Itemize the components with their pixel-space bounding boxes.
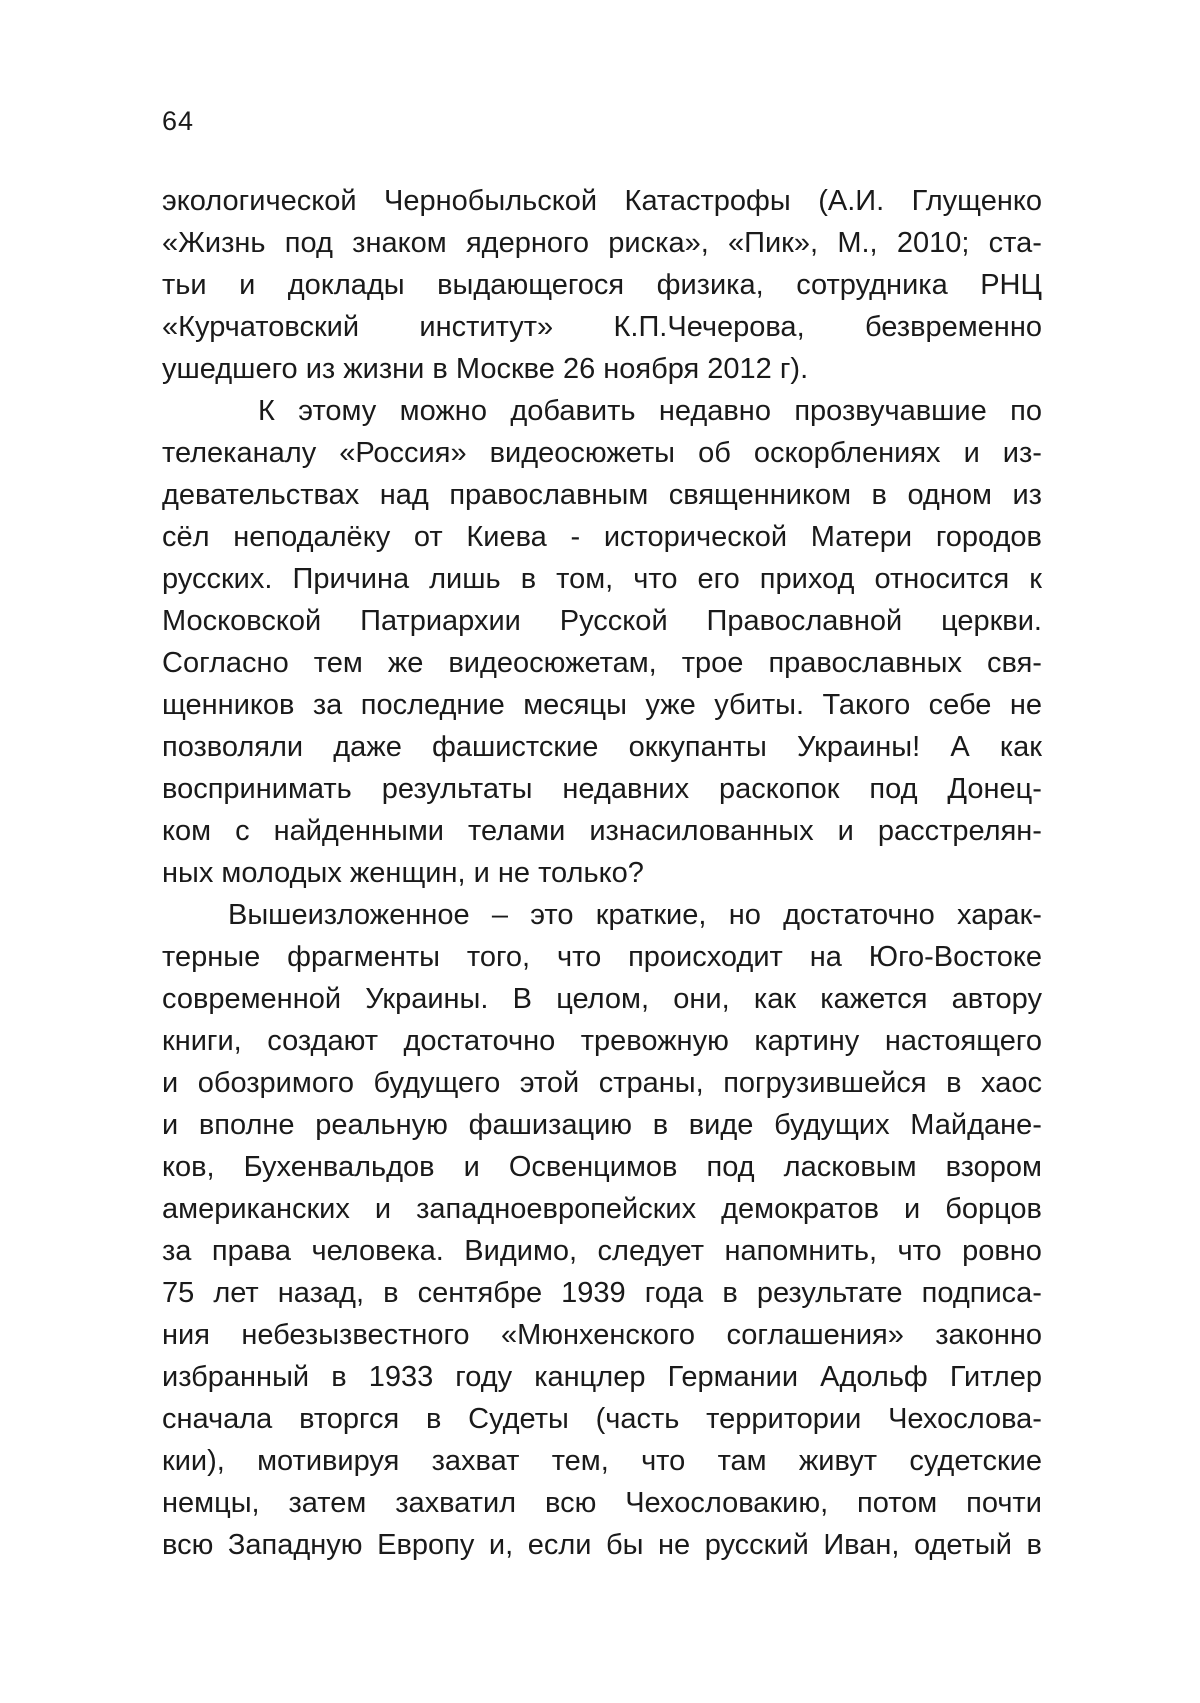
word: тревожную: [580, 1025, 729, 1057]
page-number: 64: [162, 106, 195, 136]
word: этому: [298, 395, 377, 427]
word: напомнить,: [724, 1235, 878, 1267]
word: будущих: [774, 1109, 890, 1141]
text-line: [162, 222, 1042, 264]
word: Иван,: [823, 1529, 900, 1561]
word: как: [753, 983, 797, 1015]
word: того,: [466, 941, 531, 973]
word: живут: [798, 1445, 878, 1477]
word: автору: [951, 983, 1042, 1015]
word: безвременно: [865, 311, 1042, 343]
text-line: [162, 726, 1042, 768]
word: настоящего: [884, 1025, 1042, 1057]
word: Юго-Востоке: [868, 941, 1042, 973]
word: они,: [673, 983, 730, 1015]
word: тем: [313, 647, 363, 679]
text-line: [162, 1020, 1042, 1062]
text-line: [162, 600, 1042, 642]
text-line: [162, 180, 1042, 222]
word: ков,: [162, 1151, 215, 1183]
word: и,: [488, 1529, 514, 1561]
word: вторгся: [299, 1403, 400, 1435]
word: даже: [333, 731, 402, 763]
word: 2010;: [896, 227, 970, 259]
word: Чехословакию,: [625, 1487, 829, 1519]
word: Западную: [227, 1529, 363, 1561]
word: как: [999, 731, 1042, 763]
word: городов: [935, 521, 1042, 553]
word: Московской: [162, 605, 322, 637]
word: мотивируя: [257, 1445, 400, 1477]
word: том,: [556, 563, 614, 595]
word: Чернобыльской: [384, 185, 598, 217]
word: «Мюнхенского: [500, 1319, 696, 1351]
word: Адольф: [820, 1361, 928, 1393]
word: судетские: [909, 1445, 1042, 1477]
word: «Россия»: [339, 437, 467, 469]
word: недавних: [562, 773, 690, 805]
word: Гитлер: [949, 1361, 1042, 1393]
word: Украины!: [797, 731, 921, 763]
word: бы: [605, 1529, 644, 1561]
word: сотрудника: [796, 269, 948, 301]
word: на: [809, 941, 842, 973]
word: это: [530, 899, 574, 931]
word: исторической: [603, 521, 788, 553]
word: что: [633, 563, 678, 595]
word: -: [570, 521, 581, 553]
word: права: [211, 1235, 292, 1267]
word: если: [527, 1529, 592, 1561]
word: от: [413, 521, 443, 553]
text-line: [162, 558, 1042, 600]
paragraph-first-line: [162, 390, 1042, 432]
word: кии),: [162, 1445, 225, 1477]
word: русский: [704, 1529, 809, 1561]
text-line: [162, 1230, 1042, 1272]
word: небезызвестного: [241, 1319, 470, 1351]
word: Чехослова-: [888, 1403, 1042, 1435]
word: не: [658, 1529, 691, 1561]
text-line: [162, 1356, 1042, 1398]
word: 1933: [368, 1361, 434, 1393]
word: трое: [681, 647, 744, 679]
word: назад,: [277, 1277, 365, 1309]
word: «Пик»,: [728, 227, 819, 259]
paragraph-first-line: [162, 894, 1042, 936]
word: ком: [162, 815, 212, 847]
word: одетый: [914, 1529, 1012, 1561]
word: Освенцимов: [508, 1151, 678, 1183]
text-line: ных молодых женщин, и не только?: [162, 857, 644, 889]
word: ласковым: [783, 1151, 917, 1183]
word: в: [871, 479, 887, 511]
word: будущего: [373, 1067, 501, 1099]
word: достаточно: [783, 899, 935, 931]
text-line: [162, 516, 1042, 558]
text-line: [162, 978, 1042, 1020]
word: позволяли: [162, 731, 304, 763]
word: уже: [645, 689, 696, 721]
word: но: [728, 899, 761, 931]
word: что: [897, 1235, 942, 1267]
word: РНЦ: [980, 269, 1042, 301]
word: Русской: [559, 605, 668, 637]
text-line: [162, 432, 1042, 474]
word: «Курчатовский: [162, 311, 360, 343]
word: в: [520, 563, 537, 595]
word: православным: [449, 479, 649, 511]
word: захватил: [395, 1487, 517, 1519]
word: в: [652, 1109, 669, 1141]
text-line: [162, 1188, 1042, 1230]
word: харак-: [957, 899, 1042, 931]
word: под: [284, 227, 333, 259]
text-line: [162, 1104, 1042, 1146]
word: раскопок: [719, 773, 840, 805]
word: Германии: [667, 1361, 799, 1393]
word: недавно: [658, 395, 771, 427]
text-line: [162, 1314, 1042, 1356]
word: что: [557, 941, 602, 973]
word: захват: [431, 1445, 520, 1477]
word: не: [1009, 689, 1042, 721]
word: Причина: [292, 563, 410, 595]
word: взором: [945, 1151, 1042, 1183]
word: и: [239, 269, 256, 301]
word: книги,: [162, 1025, 242, 1057]
word: Бухенвальдов: [243, 1151, 435, 1183]
word: и: [904, 1193, 921, 1225]
word: 1939: [561, 1277, 626, 1309]
text-line: ушедшего из жизни в Москве 26 ноября 2012 г).: [162, 353, 809, 385]
word: видеосюжеты: [489, 437, 676, 469]
word: американских: [162, 1193, 350, 1225]
word: выдающегося: [437, 269, 625, 301]
word: законно: [935, 1319, 1042, 1351]
word: Видимо,: [464, 1235, 578, 1267]
word: Патриархии: [360, 605, 521, 637]
word: прозвучавшие: [794, 395, 987, 427]
word: ста-: [988, 227, 1042, 259]
word: происходит: [628, 941, 783, 973]
word: результате: [756, 1277, 903, 1309]
word: Такого: [822, 689, 911, 721]
word: относится: [874, 563, 1010, 595]
word: картину: [754, 1025, 860, 1057]
text-line: [162, 936, 1042, 978]
word: ровно: [962, 1235, 1042, 1267]
word: Киева: [466, 521, 547, 553]
word: Согласно: [162, 647, 289, 679]
word: одном: [907, 479, 992, 511]
word: в: [383, 1277, 399, 1309]
word: виде: [688, 1109, 754, 1141]
word: М.,: [837, 227, 878, 259]
word: над: [379, 479, 429, 511]
text-line: [162, 768, 1042, 810]
word: канцлер: [534, 1361, 646, 1393]
word: православных: [768, 647, 962, 679]
word: кажется: [820, 983, 928, 1015]
text-line: [162, 1146, 1042, 1188]
word: страны,: [598, 1067, 704, 1099]
word: и: [374, 1193, 392, 1225]
text-line: [162, 810, 1042, 852]
word: в: [1026, 1529, 1042, 1561]
word: и: [837, 815, 854, 847]
word: к: [1029, 563, 1042, 595]
word: доклады: [287, 269, 405, 301]
word: следует: [597, 1235, 704, 1267]
word: немцы,: [162, 1487, 260, 1519]
word: свя-: [986, 647, 1042, 679]
text-line: [162, 1062, 1042, 1104]
word: русских.: [162, 563, 273, 595]
word: (А.И.: [818, 185, 885, 217]
word: соглашения»: [726, 1319, 904, 1351]
word: себе: [928, 689, 992, 721]
word: Православной: [706, 605, 903, 637]
word: изнасилованных: [589, 815, 814, 847]
word: Матери: [810, 521, 913, 553]
word: борцов: [945, 1193, 1042, 1225]
word: из-: [1002, 437, 1042, 469]
text-line: [162, 1482, 1042, 1524]
word: результаты: [381, 773, 533, 805]
word: церкви.: [941, 605, 1042, 637]
text-line: [162, 1398, 1042, 1440]
word: Судеты: [468, 1403, 569, 1435]
text-line: [162, 642, 1042, 684]
word: сёл: [162, 521, 210, 553]
word: Донец-: [947, 773, 1042, 805]
word: погрузившейся: [723, 1067, 927, 1099]
word: щенников: [162, 689, 295, 721]
word: в: [722, 1277, 738, 1309]
word: и: [162, 1109, 179, 1141]
word: демократов: [721, 1193, 880, 1225]
word: по: [1010, 395, 1042, 427]
word: в: [331, 1361, 347, 1393]
word: целом,: [556, 983, 650, 1015]
word: А: [950, 731, 970, 763]
word: этой: [519, 1067, 580, 1099]
text-line: [162, 1272, 1042, 1314]
text-line: [162, 1524, 1042, 1566]
word: воспринимать: [162, 773, 352, 805]
word: и: [162, 1067, 179, 1099]
word: знаком: [352, 227, 447, 259]
word: Катастрофы: [624, 185, 791, 217]
word: Европу: [377, 1529, 475, 1561]
word: подписа-: [921, 1277, 1042, 1309]
text-line: [162, 264, 1042, 306]
word: К.П.Чечерова,: [613, 311, 805, 343]
word: же: [387, 647, 424, 679]
word: видеосюжетам,: [448, 647, 657, 679]
word: его: [697, 563, 740, 595]
word: ния: [162, 1319, 210, 1351]
word: оккупанты: [628, 731, 767, 763]
word: священником: [668, 479, 852, 511]
word: об: [698, 437, 731, 469]
word: телами: [468, 815, 566, 847]
word: риска»,: [608, 227, 709, 259]
word: избранный: [162, 1361, 310, 1393]
text-line: [162, 1440, 1042, 1482]
word: физика,: [656, 269, 764, 301]
word: под: [869, 773, 918, 805]
word: последние: [360, 689, 505, 721]
word: «Жизнь: [162, 227, 266, 259]
word: –: [491, 899, 509, 931]
word: современной: [162, 983, 342, 1015]
text-line: [162, 306, 1042, 348]
word: фрагменты: [287, 941, 440, 973]
word: почти: [966, 1487, 1042, 1519]
word: западноевропейских: [416, 1193, 697, 1225]
word: расстрелян-: [877, 815, 1042, 847]
word: В: [512, 983, 533, 1015]
word: создают: [267, 1025, 378, 1057]
word: всю: [162, 1529, 214, 1561]
word: вполне: [198, 1109, 295, 1141]
word: человека.: [311, 1235, 444, 1267]
word: тьи: [162, 269, 207, 301]
word: добавить: [510, 395, 636, 427]
word: экологической: [162, 185, 357, 217]
word: неподалёку: [233, 521, 391, 553]
word: и: [463, 1151, 480, 1183]
word: потом: [857, 1487, 938, 1519]
word: Глущенко: [911, 185, 1042, 217]
word: приход: [759, 563, 855, 595]
text-line: [162, 474, 1042, 516]
word: в: [425, 1403, 442, 1435]
word: сентябре: [417, 1277, 543, 1309]
word: Майдане-: [910, 1109, 1042, 1141]
word: реальную: [315, 1109, 448, 1141]
word: хаос: [981, 1067, 1042, 1099]
word: обозримого: [197, 1067, 355, 1099]
word: достаточно: [403, 1025, 556, 1057]
word: телеканалу: [162, 437, 317, 469]
word: всю: [544, 1487, 597, 1519]
word: можно: [399, 395, 487, 427]
text-line: [162, 684, 1042, 726]
word: с: [235, 815, 250, 847]
word: территории: [706, 1403, 862, 1435]
word: году: [455, 1361, 513, 1393]
word: года: [644, 1277, 704, 1309]
word: и: [963, 437, 980, 469]
word: что: [641, 1445, 686, 1477]
word: за: [162, 1235, 192, 1267]
word: краткие,: [595, 899, 707, 931]
word: фашизацию: [468, 1109, 633, 1141]
word: (часть: [595, 1403, 680, 1435]
word: тем,: [551, 1445, 609, 1477]
word: Украины.: [365, 983, 489, 1015]
word: институт»: [419, 311, 554, 343]
word: из: [1012, 479, 1042, 511]
word: убиты.: [714, 689, 805, 721]
word: лишь: [429, 563, 501, 595]
word: под: [706, 1151, 755, 1183]
word: лет: [213, 1277, 259, 1309]
word: за: [312, 689, 343, 721]
word: К: [258, 395, 275, 427]
word: терные: [162, 941, 261, 973]
word: Вышеизложенное: [228, 899, 470, 931]
word: девательствах: [162, 479, 360, 511]
word: ядерного: [465, 227, 590, 259]
word: в: [946, 1067, 962, 1099]
word: фашистские: [431, 731, 599, 763]
word: затем: [288, 1487, 367, 1519]
body-text: [162, 180, 1042, 1566]
word: найденными: [273, 815, 444, 847]
word: месяцы: [523, 689, 627, 721]
word: 75: [162, 1277, 195, 1309]
word: там: [717, 1445, 767, 1477]
word: оскорблениях: [753, 437, 941, 469]
word: сначала: [162, 1403, 273, 1435]
